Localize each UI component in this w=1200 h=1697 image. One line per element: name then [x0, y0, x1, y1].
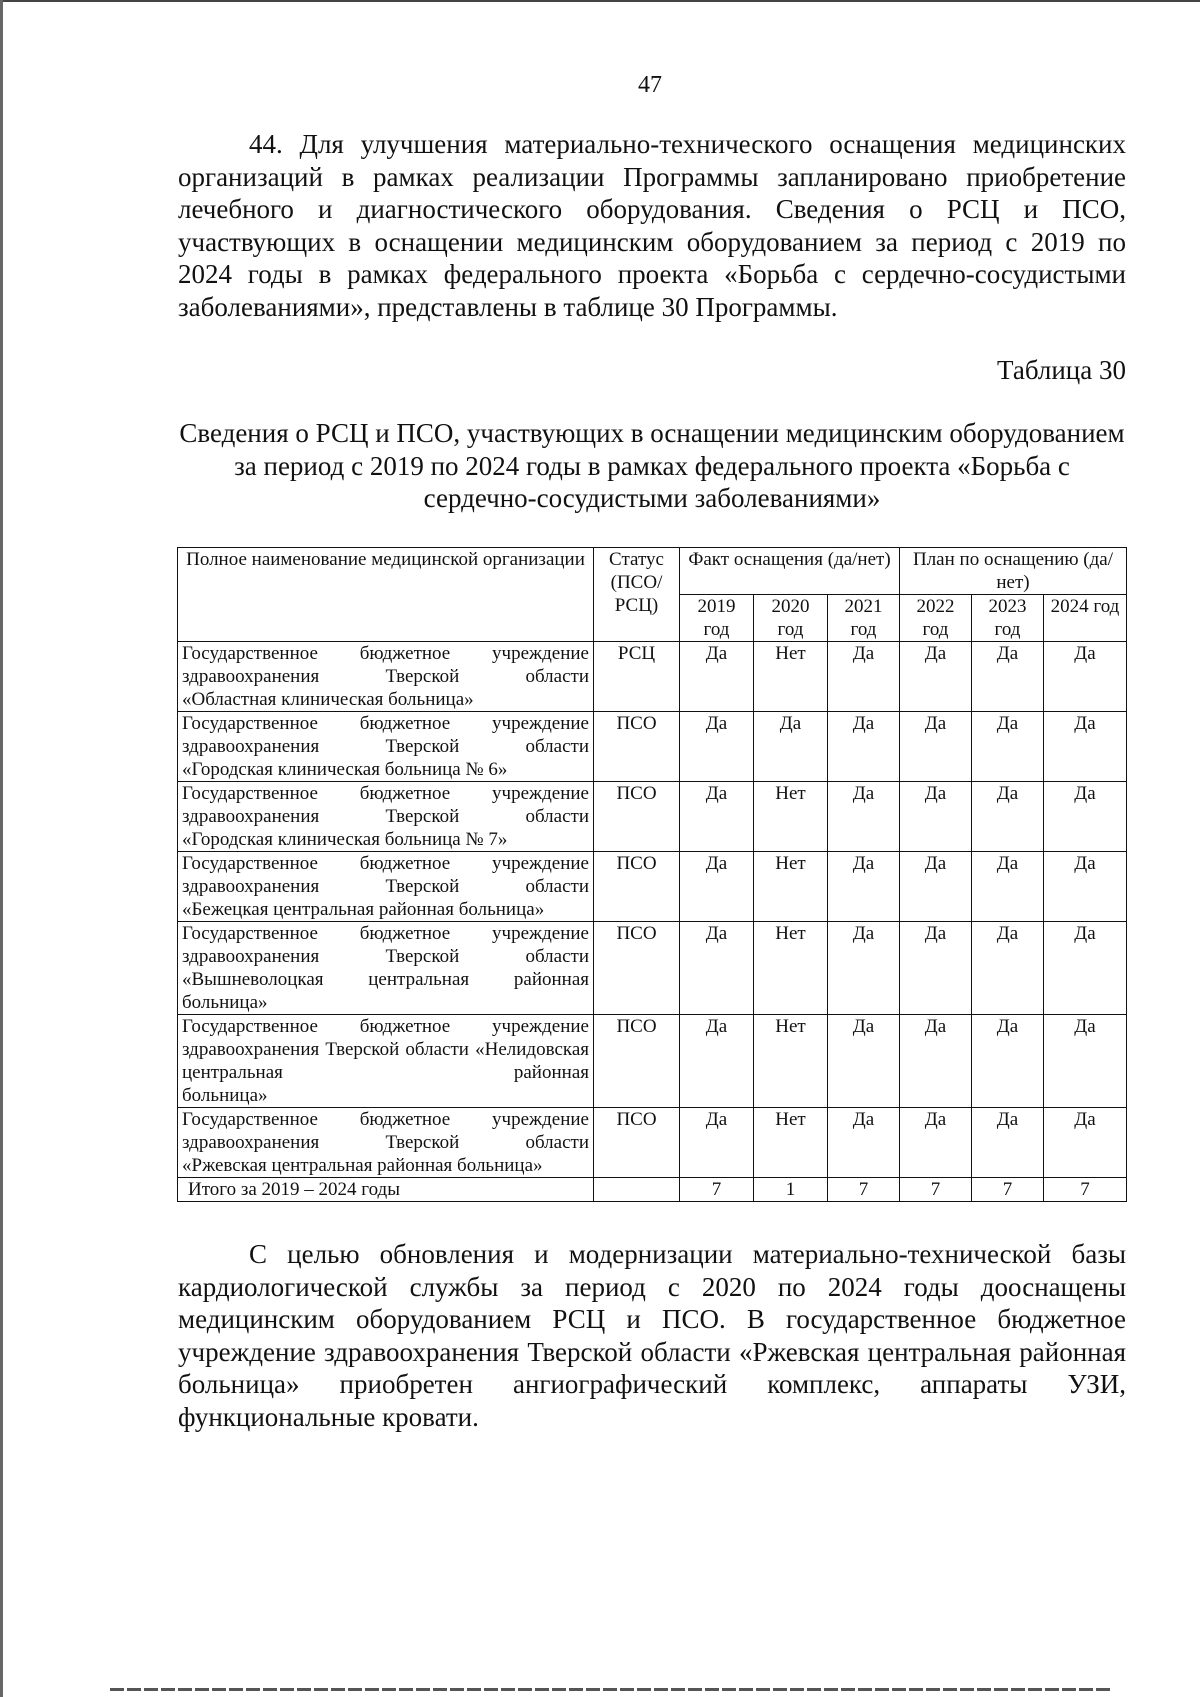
org-name-cell — [178, 642, 594, 712]
header-year-2020: 2020 год — [754, 595, 828, 642]
scan-edge-left — [0, 0, 3, 1697]
table-header-row — [178, 548, 1127, 595]
header-year-2021: 2021 год — [828, 595, 900, 642]
org-name-last: больница» — [182, 1085, 268, 1106]
header-year-2024: 2024 год — [1044, 595, 1127, 642]
value-cell: Да — [972, 1015, 1044, 1108]
table-row — [178, 642, 1127, 712]
value-cell: Да — [900, 712, 972, 782]
value-cell: Да — [754, 712, 828, 782]
value-cell: Да — [828, 642, 900, 712]
total-value-cell: 7 — [972, 1178, 1044, 1202]
value-cell: Да — [828, 712, 900, 782]
table-body — [178, 642, 1127, 1202]
table-row — [178, 712, 1127, 782]
org-name-main: Государственное бюджетное учреждение здравоохранения Тверской области — [182, 1109, 589, 1153]
intro-paragraph: 44. Для улучшения материально-технического оснащения медицинских организаций в рамках реализации Программы запланировано приобретение лечебного и диагностического оборудования. Сведения о РСЦ и ПСО, участвующих в оснащении медицинским оборудованием за период с 2019 по 2024 годы в рамках федерального проекта «Борьба с сердечно-сосудистыми заболеваниями», представлены в таблице 30 Программы. — [178, 129, 1126, 322]
value-cell: Да — [680, 852, 754, 922]
org-name-main: Государственное бюджетное учреждение здравоохранения Тверской области «Нелидовская центральная районная — [182, 1016, 589, 1083]
status-cell: ПСО — [594, 1015, 680, 1108]
value-cell: Да — [900, 852, 972, 922]
org-name-main: Государственное бюджетное учреждение здравоохранения Тверской области — [182, 713, 589, 757]
scan-edge-top — [0, 0, 1200, 2]
status-cell: РСЦ — [594, 642, 680, 712]
value-cell: Да — [972, 852, 1044, 922]
org-name-cell — [178, 782, 594, 852]
org-name-cell — [178, 712, 594, 782]
value-cell: Да — [1044, 1108, 1127, 1178]
table-row — [178, 852, 1127, 922]
table-row — [178, 1015, 1127, 1108]
header-year-2023: 2023 год — [972, 595, 1044, 642]
value-cell: Да — [900, 642, 972, 712]
value-cell: Да — [1044, 712, 1127, 782]
value-cell: Да — [1044, 642, 1127, 712]
value-cell: Да — [972, 922, 1044, 1015]
value-cell: Да — [900, 1015, 972, 1108]
org-name-main: Государственное бюджетное учреждение здравоохранения Тверской области «Вышневолоцкая центральная районная — [182, 923, 589, 990]
total-label: Итого за 2019 – 2024 годы — [178, 1178, 594, 1202]
value-cell: Нет — [754, 782, 828, 852]
value-cell: Да — [828, 852, 900, 922]
total-value-cell: 7 — [1044, 1178, 1127, 1202]
org-name-last: «Областная клиническая больница» — [182, 689, 474, 710]
value-cell: Да — [972, 1108, 1044, 1178]
value-cell: Да — [680, 1108, 754, 1178]
total-value-cell: 1 — [754, 1178, 828, 1202]
total-value-cell: 7 — [828, 1178, 900, 1202]
org-name-cell — [178, 922, 594, 1015]
status-cell: ПСО — [594, 922, 680, 1015]
org-name-main: Государственное бюджетное учреждение здравоохранения Тверской области — [182, 643, 589, 687]
table-row — [178, 922, 1127, 1015]
value-cell: Да — [680, 642, 754, 712]
value-cell: Да — [680, 782, 754, 852]
value-cell: Да — [828, 782, 900, 852]
org-name-cell — [178, 1108, 594, 1178]
value-cell: Да — [680, 922, 754, 1015]
table-number: Таблица 30 — [997, 355, 1126, 385]
org-name-last: «Городская клиническая больница № 6» — [182, 759, 508, 780]
table-row — [178, 1108, 1127, 1178]
value-cell: Да — [680, 1015, 754, 1108]
header-year-2019: 2019 год — [680, 595, 754, 642]
org-name-main: Государственное бюджетное учреждение здравоохранения Тверской области — [182, 853, 589, 897]
value-cell: Да — [900, 782, 972, 852]
scan-edge-bottom — [110, 1688, 1110, 1691]
value-cell: Да — [1044, 1015, 1127, 1108]
header-plan: План по оснащению (да/нет) — [900, 548, 1127, 595]
value-cell: Да — [900, 1108, 972, 1178]
org-name-cell — [178, 1015, 594, 1108]
value-cell: Да — [1044, 922, 1127, 1015]
header-fact: Факт оснащения (да/нет) — [680, 548, 900, 595]
org-name-cell — [178, 852, 594, 922]
header-org: Полное наименование медицинской организации — [178, 548, 594, 642]
value-cell: Да — [1044, 782, 1127, 852]
table-row — [178, 782, 1127, 852]
org-name-last: больница» — [182, 992, 268, 1013]
org-name-main: Государственное бюджетное учреждение здравоохранения Тверской области — [182, 783, 589, 827]
total-value-cell: 7 — [680, 1178, 754, 1202]
value-cell: Да — [828, 1108, 900, 1178]
value-cell: Да — [972, 642, 1044, 712]
value-cell: Нет — [754, 642, 828, 712]
closing-paragraph: С целью обновления и модернизации материально-технической базы кардиологической службы за период с 2020 по 2024 годы дооснащены медицинским оборудованием РСЦ и ПСО. В государственное бюджетное учреждение здравоохранения Тверской области «Ржевская центральная районная больница» приобретен ангиографический комплекс, аппараты УЗИ, функциональные кровати. — [178, 1239, 1126, 1432]
value-cell: Да — [828, 1015, 900, 1108]
total-status — [594, 1178, 680, 1202]
value-cell: Да — [828, 922, 900, 1015]
header-status: Статус (ПСО/ РСЦ) — [594, 548, 680, 642]
org-name-last: «Бежецкая центральная районная больница» — [182, 899, 545, 920]
status-cell: ПСО — [594, 1108, 680, 1178]
value-cell: Да — [1044, 852, 1127, 922]
value-cell: Нет — [754, 852, 828, 922]
status-cell: ПСО — [594, 712, 680, 782]
header-year-2022: 2022 год — [900, 595, 972, 642]
total-value-cell: 7 — [900, 1178, 972, 1202]
value-cell: Нет — [754, 922, 828, 1015]
value-cell: Нет — [754, 1108, 828, 1178]
value-cell: Да — [972, 782, 1044, 852]
status-cell: ПСО — [594, 852, 680, 922]
table-caption: Сведения о РСЦ и ПСО, участвующих в оснащении медицинским оборудованием за период с 2019 по 2024 годы в рамках федерального проекта «Борьба с сердечно-сосудистыми заболеваниями» — [179, 418, 1125, 513]
value-cell: Да — [900, 922, 972, 1015]
value-cell: Нет — [754, 1015, 828, 1108]
value-cell: Да — [680, 712, 754, 782]
total-row — [178, 1178, 1127, 1202]
org-name-last: «Ржевская центральная районная больница» — [182, 1155, 543, 1176]
page-number: 47 — [638, 72, 662, 98]
org-name-last: «Городская клиническая больница № 7» — [182, 829, 508, 850]
status-cell: ПСО — [594, 782, 680, 852]
equipment-table — [177, 547, 1127, 1202]
value-cell: Да — [972, 712, 1044, 782]
